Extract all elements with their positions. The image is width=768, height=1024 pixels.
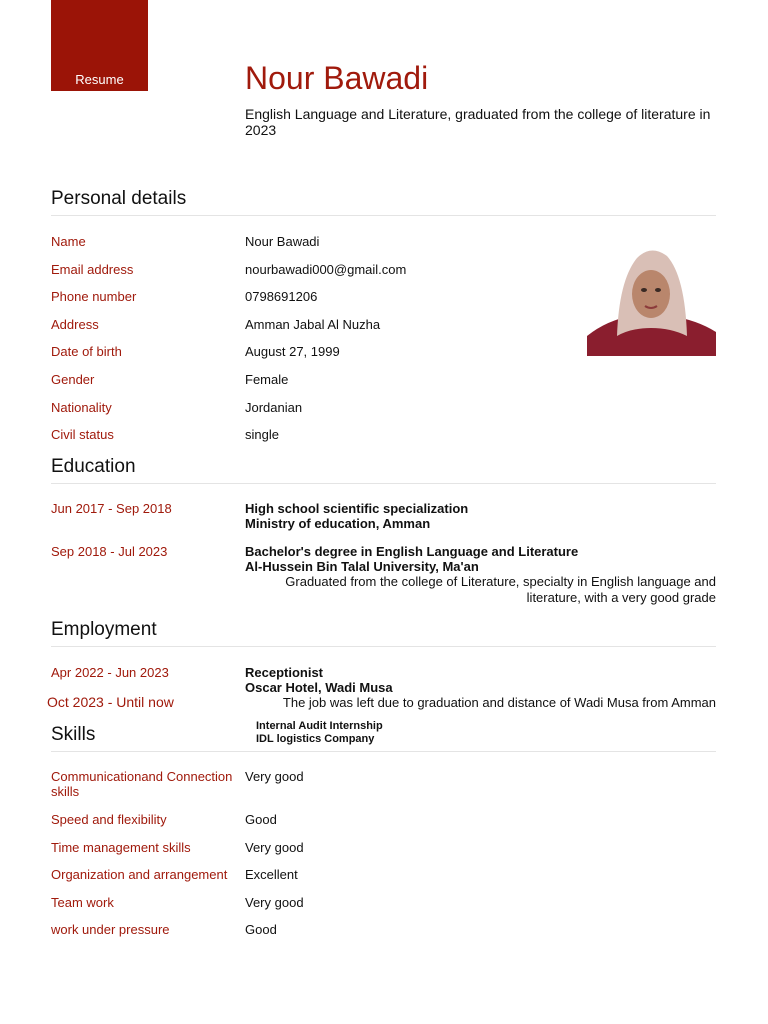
- education-institution: Ministry of education, Amman: [245, 516, 431, 531]
- employment-company: IDL logistics Company: [256, 733, 375, 745]
- employment-description: The job was left due to graduation and distance of Wadi Musa from Amman: [282, 695, 716, 710]
- label-email: Email address: [51, 262, 134, 277]
- value-nationality: Jordanian: [245, 400, 303, 415]
- profile-photo: [587, 240, 716, 356]
- skill-level: Excellent: [245, 867, 298, 882]
- value-gender: Female: [245, 372, 289, 387]
- value-civil-status: single: [245, 427, 279, 442]
- education-title: Bachelor's degree in English Language and Literature: [245, 544, 579, 559]
- section-divider: [51, 215, 716, 216]
- skill-label: Time management skills: [51, 840, 191, 855]
- value-dob: August 27, 1999: [245, 344, 340, 359]
- skill-level: Good: [245, 922, 277, 937]
- resume-badge: [51, 0, 148, 91]
- skill-label: Organization and arrangement: [51, 867, 228, 882]
- section-divider: [51, 646, 716, 647]
- value-name: Nour Bawadi: [245, 234, 320, 249]
- education-description: Graduated from the college of Literature, specialty in English language and literature, with a very good grade: [285, 574, 716, 605]
- skill-level: Very good: [245, 769, 304, 784]
- label-phone: Phone number: [51, 289, 137, 304]
- label-address: Address: [51, 317, 99, 332]
- label-nationality: Nationality: [51, 400, 112, 415]
- value-phone: 0798691206: [245, 289, 318, 304]
- skill-label: Speed and flexibility: [51, 812, 167, 827]
- skill-label: Team work: [51, 895, 114, 910]
- employment-date: Oct 2023 - Until now: [47, 694, 174, 710]
- value-email: nourbawadi000@gmail.com: [245, 262, 407, 277]
- skill-label: Communicationand Connection skills: [51, 769, 233, 799]
- resume-badge-label: Resume: [75, 72, 124, 87]
- skill-level: Very good: [245, 895, 304, 910]
- skill-level: Very good: [245, 840, 304, 855]
- label-civil-status: Civil status: [51, 427, 114, 442]
- employment-title: Receptionist: [245, 665, 324, 680]
- candidate-subtitle: English Language and Literature, graduated from the college of literature in 2023: [245, 106, 711, 138]
- value-address: Amman Jabal Al Nuzha: [245, 317, 381, 332]
- section-title-skills: Skills: [51, 724, 96, 745]
- label-gender: Gender: [51, 372, 95, 387]
- section-divider: [51, 751, 716, 752]
- label-name: Name: [51, 234, 86, 249]
- employment-title: Internal Audit Internship: [256, 720, 383, 732]
- employment-company: Oscar Hotel, Wadi Musa: [245, 680, 393, 695]
- label-dob: Date of birth: [51, 344, 122, 359]
- section-divider: [51, 483, 716, 484]
- section-title-personal: Personal details: [51, 188, 187, 209]
- skill-label: work under pressure: [51, 922, 170, 937]
- education-date: Sep 2018 - Jul 2023: [51, 544, 168, 559]
- section-title-employment: Employment: [51, 619, 157, 640]
- education-institution: Al-Hussein Bin Talal University, Ma'an: [245, 559, 479, 574]
- candidate-name: Nour Bawadi: [245, 60, 429, 96]
- employment-date: Apr 2022 - Jun 2023: [51, 665, 169, 680]
- section-title-education: Education: [51, 456, 136, 477]
- skill-level: Good: [245, 812, 277, 827]
- education-date: Jun 2017 - Sep 2018: [51, 501, 172, 516]
- education-title: High school scientific specialization: [245, 501, 469, 516]
